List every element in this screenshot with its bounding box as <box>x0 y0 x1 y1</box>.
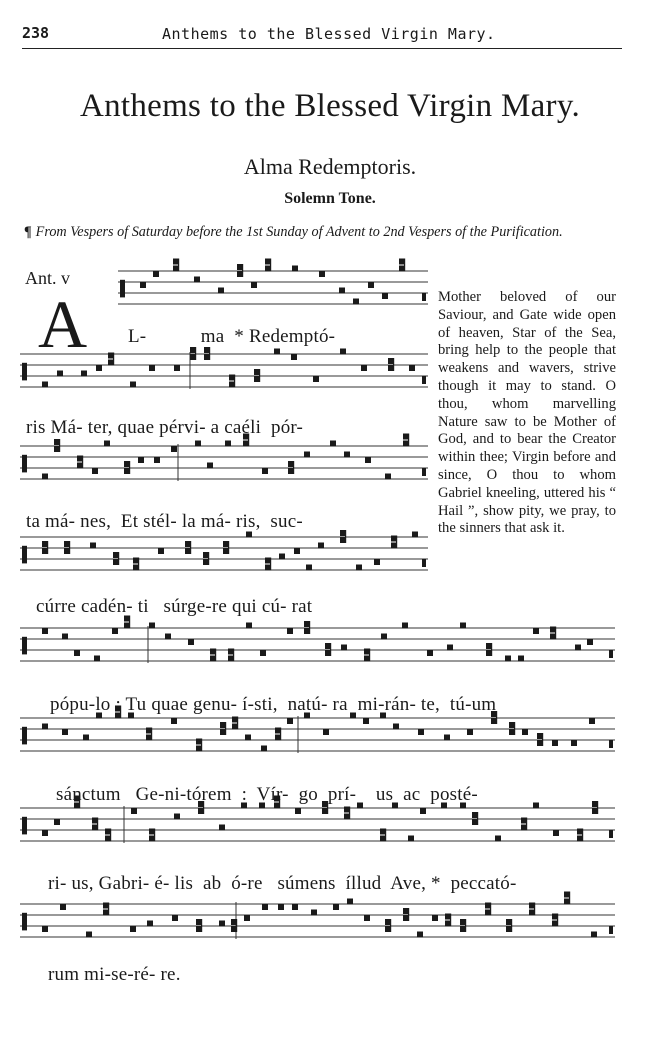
page-title: Anthems to the Blessed Virgin Mary. <box>79 88 581 124</box>
neume-note <box>365 457 371 463</box>
neume-stem <box>369 649 370 662</box>
neume-note <box>165 634 171 640</box>
neume-note <box>207 463 213 469</box>
neume-note <box>591 932 597 938</box>
lyric-line-6: sánctum Ge-ni-tórem : Vír- go prí- us ac posté- <box>56 784 478 805</box>
neume-stem <box>542 733 543 746</box>
neume-stem <box>280 728 281 741</box>
neume-note <box>460 623 466 629</box>
neume-note <box>94 656 100 662</box>
neume-stem <box>491 643 492 656</box>
neume-stem <box>330 643 331 656</box>
neume-stem <box>511 919 512 932</box>
neume-note <box>130 926 136 932</box>
initial-letter: A <box>38 286 88 362</box>
neume-note <box>382 293 388 299</box>
neume-note <box>62 729 68 735</box>
neume-stem <box>393 358 394 371</box>
neume-note <box>340 349 346 355</box>
lyric-line-7: ri- us, Gabri- é- lis ab ó-re súmens íllud Ave, * peccató- <box>48 873 517 894</box>
neume-note <box>112 628 118 634</box>
neume-note <box>172 915 178 921</box>
neume-stem <box>293 461 294 474</box>
neume-stem <box>237 717 238 730</box>
neume-note <box>356 565 362 571</box>
neume-note <box>292 266 298 272</box>
neume-note <box>278 904 284 910</box>
neume-note <box>62 634 68 640</box>
neume-note <box>174 814 180 820</box>
pilcrow-icon: ¶ <box>24 224 32 240</box>
custos-mark <box>422 376 426 384</box>
neume-stem <box>396 536 397 549</box>
neume-stem <box>404 259 405 272</box>
neume-stem <box>349 807 350 820</box>
neume-note <box>171 446 177 452</box>
neume-note <box>261 746 267 752</box>
neume-note <box>262 468 268 474</box>
neume-stem <box>408 908 409 921</box>
clef-mark <box>120 280 125 298</box>
neume-note <box>246 623 252 629</box>
neume-note <box>262 904 268 910</box>
neume-note <box>174 365 180 371</box>
neume-note <box>279 554 285 560</box>
clef-mark <box>22 637 27 655</box>
neume-note <box>533 628 539 634</box>
neume-note <box>330 441 336 447</box>
neume-note <box>402 623 408 629</box>
chant-title: Alma Redemptoris. <box>243 154 417 179</box>
neume-stem <box>390 919 391 932</box>
custos-mark <box>422 468 426 476</box>
antiphon-label: Ant. v <box>25 268 70 288</box>
neume-note <box>54 819 60 825</box>
neume-stem <box>465 919 466 932</box>
neume-note <box>42 628 48 634</box>
custos-mark <box>609 650 613 658</box>
neume-stem <box>242 264 243 277</box>
lyric-line-8: rum mi-se-ré- re. <box>48 964 181 985</box>
neume-note <box>131 808 137 814</box>
neume-stem <box>582 829 583 842</box>
lyric-line-3: ta má- nes, Et stél- la má- ris, suc- <box>26 511 303 532</box>
neume-note <box>219 825 225 831</box>
neume-note <box>60 904 66 910</box>
neume-note <box>147 921 153 927</box>
neume-stem <box>208 552 209 565</box>
neume-note <box>417 932 423 938</box>
clef-mark <box>22 546 27 564</box>
neume-stem <box>178 259 179 272</box>
neume-note <box>313 376 319 382</box>
neume-note <box>418 729 424 735</box>
neume-note <box>318 543 324 549</box>
neume-stem <box>557 914 558 927</box>
neume-note <box>42 724 48 730</box>
neume-note <box>385 474 391 480</box>
neume-note <box>92 468 98 474</box>
neume-note <box>361 365 367 371</box>
neume-stem <box>69 541 70 554</box>
neume-note <box>42 926 48 932</box>
neume-note <box>130 382 136 388</box>
neume-note <box>287 718 293 724</box>
neume-stem <box>236 919 237 932</box>
neume-stem <box>233 649 234 662</box>
neume-note <box>347 899 353 905</box>
neume-note <box>171 718 177 724</box>
neume-note <box>83 735 89 741</box>
neume-stem <box>477 812 478 825</box>
neume-stem <box>108 903 109 916</box>
neume-stem <box>555 627 556 640</box>
neume-note <box>42 474 48 480</box>
neume-note <box>140 282 146 288</box>
neume-note <box>251 282 257 288</box>
neume-stem <box>209 347 210 360</box>
neume-note <box>444 735 450 741</box>
neume-stem <box>385 829 386 842</box>
neume-note <box>304 452 310 458</box>
lyric-line-5: pópu-lo : Tu quae genu- í-sti, natú- ra mi-rán- te, tú-um <box>50 694 497 715</box>
neume-note <box>408 836 414 842</box>
neume-note <box>138 457 144 463</box>
neume-note <box>306 565 312 571</box>
neume-stem <box>59 439 60 452</box>
neume-stem <box>154 829 155 842</box>
neume-stem <box>190 541 191 554</box>
neume-note <box>319 271 325 277</box>
custos-mark <box>422 293 426 301</box>
clef-mark <box>22 363 27 381</box>
neume-note <box>194 277 200 283</box>
neume-note <box>495 836 501 842</box>
neume-stem <box>259 369 260 382</box>
neume-note <box>374 559 380 565</box>
neume-note <box>188 639 194 645</box>
neume-note <box>381 634 387 640</box>
neume-stem <box>408 434 409 447</box>
neume-note <box>295 808 301 814</box>
neume-note <box>81 371 87 377</box>
neume-note <box>287 628 293 634</box>
neume-stem <box>345 530 346 543</box>
neume-stem <box>151 728 152 741</box>
tone-label: Solemn Tone. <box>284 190 376 207</box>
neume-note <box>57 371 63 377</box>
neume-stem <box>215 649 216 662</box>
neume-stem <box>526 818 527 831</box>
neume-stem <box>569 892 570 905</box>
neume-note <box>291 354 297 360</box>
neume-note <box>149 365 155 371</box>
neume-note <box>368 282 374 288</box>
neume-note <box>393 724 399 730</box>
neume-note <box>533 803 539 809</box>
neume-note <box>195 441 201 447</box>
clef-mark <box>22 455 27 473</box>
neume-note <box>363 718 369 724</box>
neume-note <box>74 650 80 656</box>
neume-note <box>575 645 581 651</box>
neume-note <box>344 452 350 458</box>
neume-stem <box>450 914 451 927</box>
rubric-text: From Vespers of Saturday before the 1st Sunday of Advent to 2nd Vespers of the Purification. <box>35 224 563 240</box>
neume-stem <box>97 818 98 831</box>
neume-note <box>86 932 92 938</box>
neume-stem <box>270 558 271 571</box>
neume-note <box>104 441 110 447</box>
neume-note <box>467 729 473 735</box>
lyric-line-4: cúrre cadén- ti súrge-re qui cú- rat <box>36 596 313 617</box>
neume-note <box>341 645 347 651</box>
neume-note <box>447 645 453 651</box>
neume-note <box>311 910 317 916</box>
clef-mark <box>22 913 27 931</box>
custos-mark <box>609 926 613 934</box>
neume-stem <box>534 903 535 916</box>
custos-mark <box>609 830 613 838</box>
neume-note <box>149 623 155 629</box>
neume-note <box>553 830 559 836</box>
lyric-line-2: ris Má- ter, quae pérvi- a caéli pór- <box>26 417 304 438</box>
neume-stem <box>514 722 515 735</box>
neume-note <box>42 382 48 388</box>
neume-note <box>587 639 593 645</box>
neume-note <box>505 656 511 662</box>
neume-note <box>90 543 96 549</box>
neume-stem <box>110 829 111 842</box>
neume-note <box>518 656 524 662</box>
neume-note <box>552 740 558 746</box>
neume-note <box>364 915 370 921</box>
neume-note <box>294 548 300 554</box>
neume-stem <box>309 621 310 634</box>
neume-note <box>218 288 224 294</box>
neume-note <box>225 441 231 447</box>
clef-mark <box>22 817 27 835</box>
neume-note <box>409 365 415 371</box>
neume-note <box>522 729 528 735</box>
neume-stem <box>118 552 119 565</box>
neume-stem <box>82 456 83 469</box>
neume-stem <box>195 347 196 360</box>
neume-stem <box>47 541 48 554</box>
neume-stem <box>201 919 202 932</box>
neume-note <box>274 349 280 355</box>
neume-note <box>219 921 225 927</box>
clef-mark <box>22 727 27 745</box>
neume-note <box>158 548 164 554</box>
neume-note <box>432 915 438 921</box>
neume-stem <box>129 461 130 474</box>
english-translation: Mother beloved of our Saviour, and Gate wide open of heaven, Star of the Sea, bring help to the people that weakens and wavers, strive though it may to stand. O thou, whom marvelling Nature saw to be Mother of God, and to bear the Creator within thee; Virgin before and since, O thou to whom Gabriel kneeling, uttered his “ Hail ”, show pity, we pray, to the sinners that ask it. <box>438 289 616 537</box>
neume-note <box>153 271 159 277</box>
neume-stem <box>234 375 235 388</box>
neume-note <box>333 904 339 910</box>
running-title: Anthems to the Blessed Virgin Mary. <box>162 25 496 43</box>
neume-stem <box>270 259 271 272</box>
custos-mark <box>422 559 426 567</box>
neume-stem <box>113 353 114 366</box>
neume-stem <box>138 558 139 571</box>
neume-note <box>589 718 595 724</box>
neume-note <box>244 915 250 921</box>
neume-stem <box>228 541 229 554</box>
neume-note <box>353 299 359 305</box>
neume-stem <box>597 801 598 814</box>
neume-note <box>339 288 345 294</box>
neume-note <box>292 904 298 910</box>
neume-note <box>260 650 266 656</box>
neume-stem <box>225 722 226 735</box>
page-number: 238 <box>22 24 50 42</box>
neume-note <box>323 729 329 735</box>
neume-stem <box>201 739 202 752</box>
neume-note <box>412 532 418 538</box>
lyric-line-1: L- ma * Redemptó- <box>128 326 336 347</box>
neume-note <box>571 740 577 746</box>
custos-mark <box>609 740 613 748</box>
neume-note <box>420 808 426 814</box>
neume-note <box>427 650 433 656</box>
neume-note <box>96 365 102 371</box>
neume-note <box>245 735 251 741</box>
neume-note <box>154 457 160 463</box>
neume-note <box>42 830 48 836</box>
neume-stem <box>490 903 491 916</box>
